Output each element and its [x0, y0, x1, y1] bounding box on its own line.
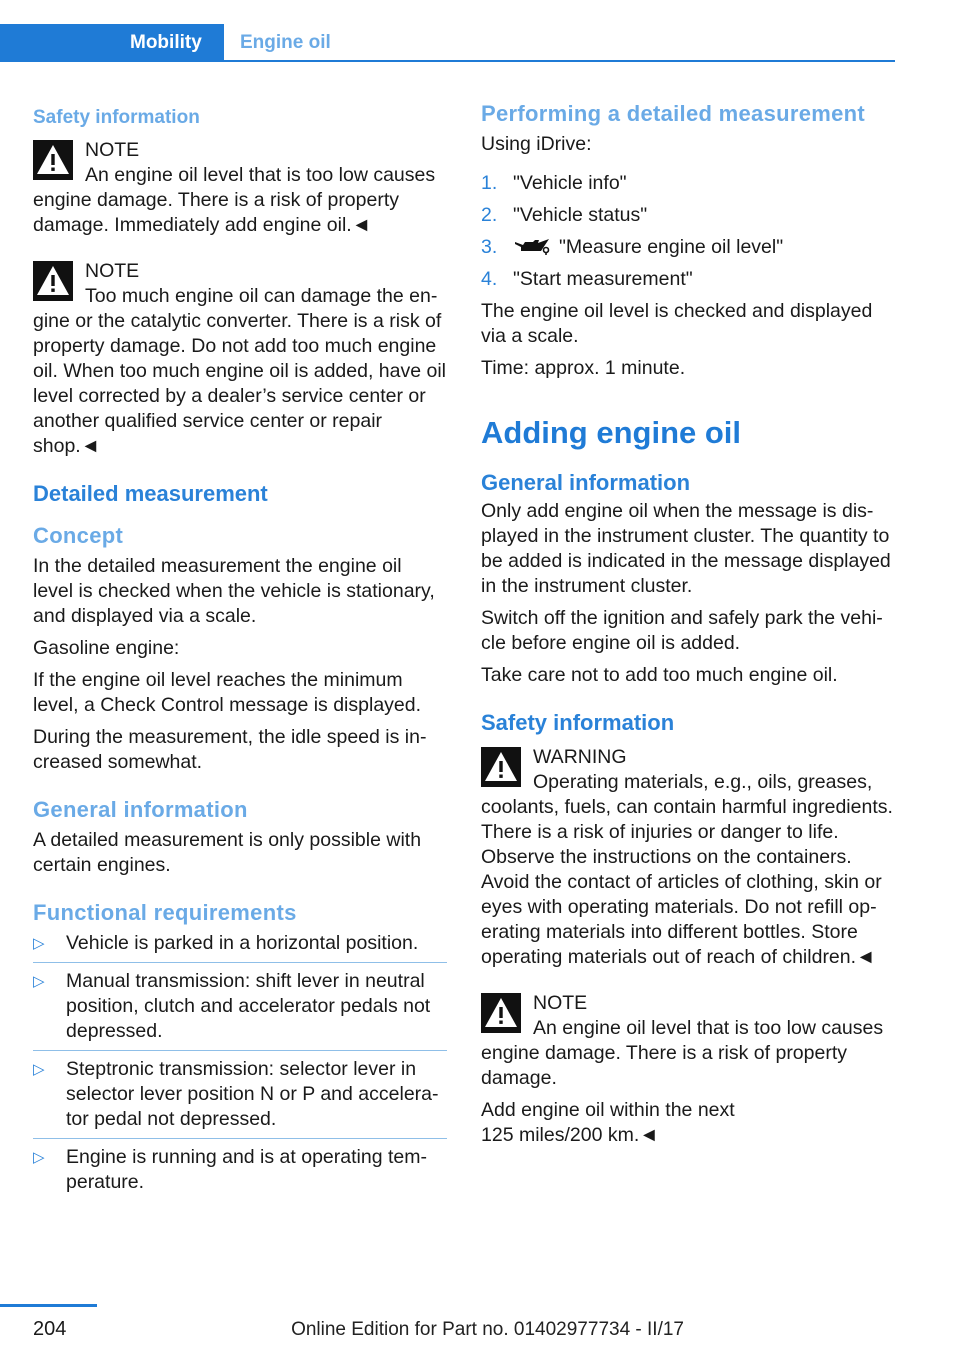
page-header: [0, 24, 895, 62]
general-info-heading: General information: [33, 797, 248, 822]
performing-paragraph: The engine oil level is checked and displayed via a scale.: [481, 300, 873, 347]
edition-text: Online Edition for Part no. 01402977734 - II/17: [291, 1319, 684, 1340]
step-item: 1. "Vehicle info": [481, 172, 627, 194]
general-info-paragraph: A detailed measurement is only possible with certain engines.: [33, 829, 422, 876]
list-item: ▷ Manual transmission: shift lever in neutral position, clutch and accelerator pedals not depressed.: [33, 962, 447, 1044]
using-idrive-text: Using iDrive:: [481, 133, 592, 155]
safety-heading: Safety information: [33, 107, 200, 128]
concept-paragraph: Gasoline engine:: [33, 637, 180, 659]
warning-title: WARNING: [533, 746, 627, 768]
topic-tab: Engine oil: [240, 32, 331, 53]
bullet-triangle-icon: ▷: [33, 1061, 45, 1078]
note-text: An engine oil level that is too low causes engine damage. There is a risk of property damage.: [481, 1017, 884, 1089]
warning-triangle-icon: [481, 993, 521, 1033]
bullet-triangle-icon: ▷: [33, 1149, 45, 1166]
list-item: ▷ Engine is running and is at operating temperature.: [33, 1138, 447, 1195]
note-text: An engine oil level that is too low causes engine damage. There is a risk of property damage. Immediately add engine oil.◄: [33, 164, 436, 236]
page-number: 204: [33, 1318, 67, 1340]
note-title: NOTE: [85, 139, 140, 161]
warning-triangle-icon: [33, 261, 73, 301]
concept-heading: Concept: [33, 523, 124, 548]
performing-paragraph: Time: approx. 1 minute.: [481, 357, 686, 379]
functional-requirements-heading: Functional requirements: [33, 900, 297, 925]
general-info-heading: General information: [481, 470, 691, 495]
oil-can-icon: [513, 236, 551, 256]
requirements-list: [33, 931, 447, 1195]
concept-paragraph: If the engine oil level reaches the minimum level, a Check Control message is displayed.: [33, 669, 422, 716]
header-rule: [0, 60, 895, 62]
footer-rule: [0, 1304, 97, 1307]
concept-paragraph: During the measurement, the idle speed is increased somewhat.: [33, 726, 427, 773]
adding-engine-oil-heading: Adding engine oil: [481, 415, 742, 450]
general-info-paragraph: Take care not to add too much engine oil.: [481, 664, 838, 686]
steps-list: [481, 171, 895, 292]
note-paragraph: Add engine oil within the next 125 miles/200 km.◄: [481, 1099, 735, 1146]
step-item: 2. "Vehicle status": [481, 204, 648, 226]
list-item: ▷ Vehicle is parked in a horizontal position.: [33, 932, 419, 954]
note-block: [33, 138, 447, 238]
section-tab: Mobility: [0, 24, 224, 62]
note-title: NOTE: [85, 260, 140, 282]
note-text: Too much engine oil can damage the engine or the catalytic converter. There is a risk of property damage. Do not add too much engine oil. When too much engine oil is added, have oil level corrected by a dealer’s service center or another qualified service center or repair shop.◄: [33, 285, 447, 457]
bullet-triangle-icon: ▷: [33, 973, 45, 990]
warning-triangle-icon: [481, 747, 521, 787]
concept-paragraph: In the detailed measurement the engine oil level is checked when the vehicle is stationary, and displayed via a scale.: [33, 555, 435, 627]
safety-heading: Safety information: [481, 710, 675, 735]
right-column: [481, 100, 895, 1155]
left-column: [33, 100, 447, 1201]
detailed-measurement-heading: Detailed measurement: [33, 481, 268, 506]
note-block: [33, 259, 447, 459]
warning-block: [481, 745, 895, 970]
general-info-paragraph: Switch off the ignition and safely park the vehicle before engine oil is added.: [481, 607, 883, 654]
step-item: 3. "Measure engine oil level": [481, 236, 784, 258]
step-item: 4. "Start measurement": [481, 268, 693, 290]
warning-triangle-icon: [33, 140, 73, 180]
list-item: ▷ Steptronic transmission: selector lever in selector lever position N or P and accelerator pedal not depressed.: [33, 1050, 447, 1132]
note-title: NOTE: [533, 992, 588, 1014]
general-info-paragraph: Only add engine oil when the message is displayed in the instrument cluster. The quantity to be added is indicated in the message displayed in the instrument cluster.: [481, 500, 891, 597]
warning-text: Operating materials, e.g., oils, greases, coolants, fuels, can contain harmful ingredients. There is a risk of injuries or danger to life. Observe the instructions on the containers. Avoid the contact of articles of clothing, skin or eyes with operating materials. Do not refill operating materials into different bottles. Store operating materials out of reach of children.◄: [481, 771, 893, 968]
bullet-triangle-icon: ▷: [33, 935, 45, 952]
performing-heading: Performing a detailed measurement: [481, 101, 866, 126]
note-block: [481, 991, 895, 1091]
